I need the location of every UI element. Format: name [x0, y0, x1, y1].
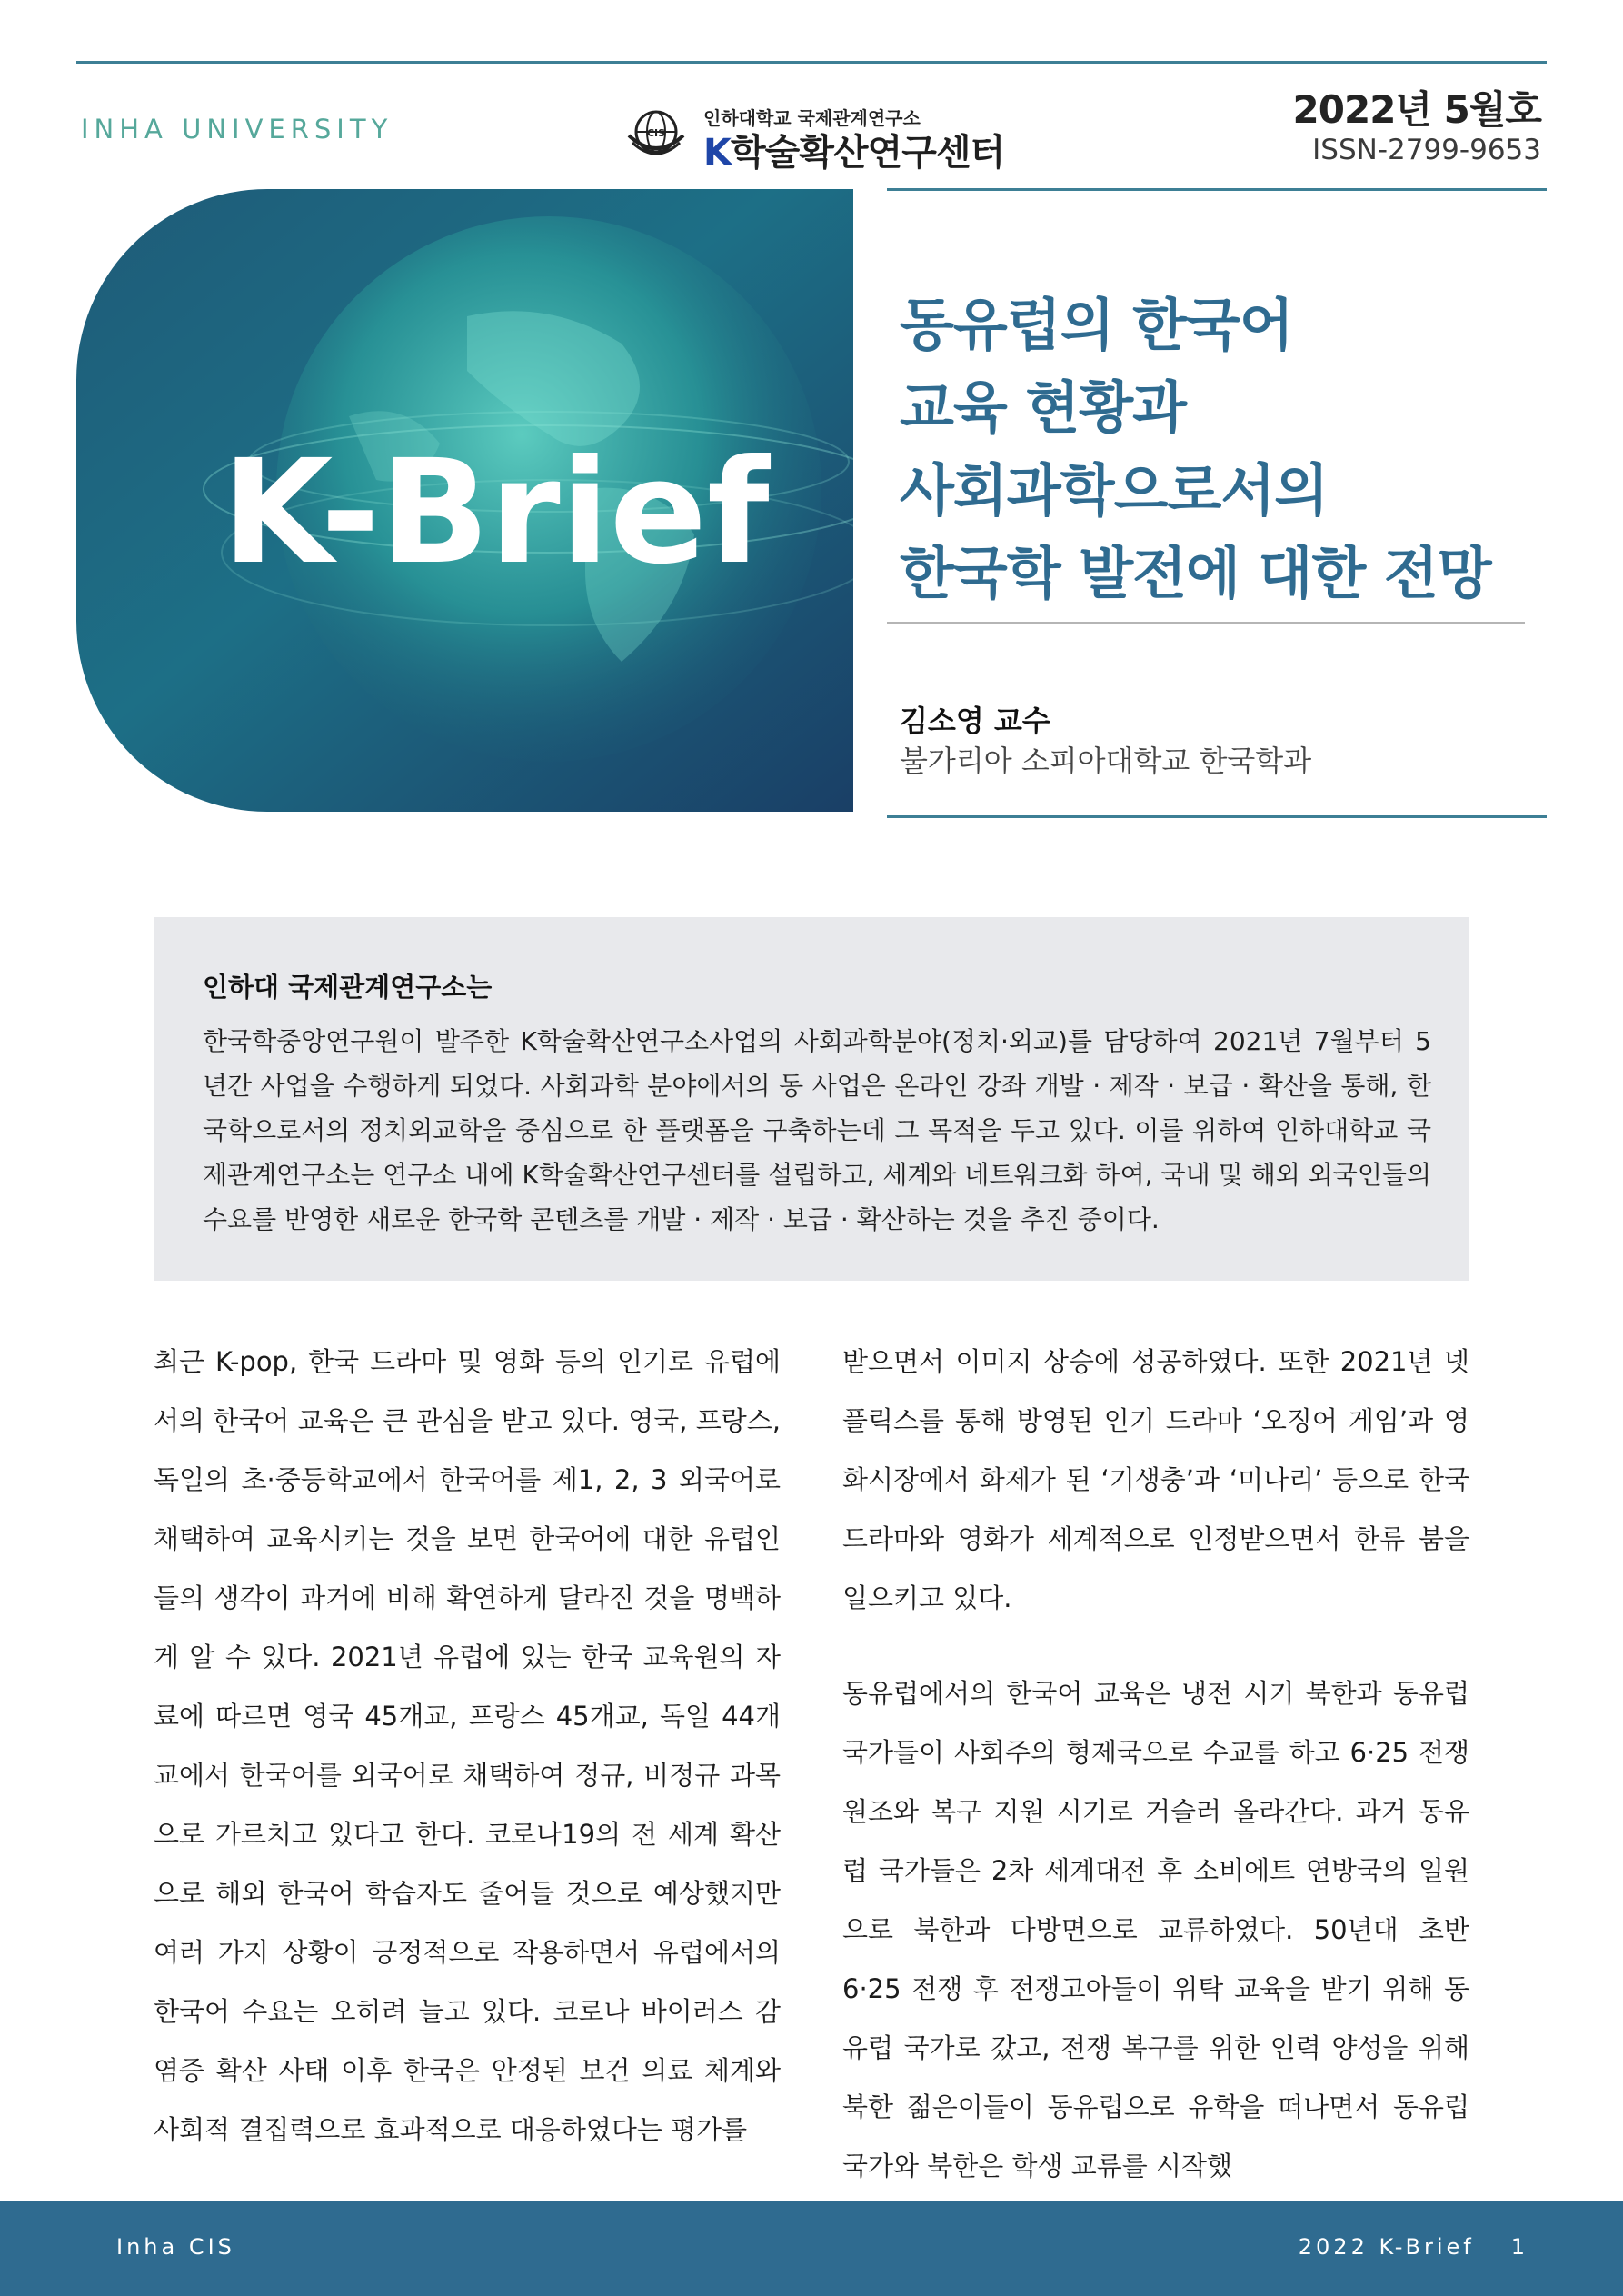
- globe-emblem-icon: [623, 105, 689, 163]
- title-line-4: 한국학 발전에 대한 전망: [900, 540, 1491, 606]
- body-column-left: [154, 1333, 781, 2160]
- body-paragraph-1: 최근 K-pop, 한국 드라마 및 영화 등의 인기로 유럽에서의 한국어 교육은 큰 관심을 받고 있다. 영국, 프랑스, 독일의 초·중등학교에서 한국어를 제1, 2, 3 외국어로 채택하여 교육시키는 것을 보면 한국어에 대한 유럽인들의 생각이 과거에 비해 확연하게 달라진 것을 명백하게 알 수 있다. 2021년 유럽에 있는 한국 교육원의 자료에 따르면 영국 45개교, 프랑스 45개교, 독일 44개교에서 한국어를 외국어로 채택하여 정규, 비정규 과목으로 가르치고 있다고 한다. 코로나19의 전 세계 확산으로 해외 한국어 학습자도 줄어들 것으로 예상했지만 여러 가지 상황이 긍정적으로 작용하면서 유럽에서의 한국어 수요는 오히려 늘고 있다. 코로나 바이러스 감염증 확산 사태 이후 한국은 안정된 보건 의료 체계와 사회적 결집력으로 효과적으로 대응하였다는 평가를: [154, 1346, 781, 2145]
- logo-title: [703, 124, 1004, 175]
- footer-left-label: Inha CIS: [116, 2234, 235, 2260]
- paragraph-gap: [842, 1628, 1469, 1664]
- title-top-rule: [887, 188, 1547, 191]
- info-box-body: 한국학중앙연구원이 발주한 K학술확산연구소사업의 사회과학분야(정치·외교)를 담당하여 2021년 7월부터 5년간 사업을 수행하게 되었다. 사회과학 분야에서의 동 사업은 온라인 강좌 개발 · 제작 · 보급 · 확산을 통해, 한국학으로서의 정치외교학을 중심으로 한 플랫폼을 구축하는데 그 목적을 두고 있다. 이를 위하여 인하대학교 국제관계연구소는 연구소 내에 K학술확산연구센터를 설립하고, 세계와 네트워크화 하여, 국내 및 해외 외국인들의 수요를 반영한 새로운 한국학 콘텐츠를 개발 · 제작 · 보급 · 확산하는 것을 추진 중이다.: [203, 1026, 1431, 1234]
- author-affiliation: 불가리아 소피아대학교 한국학과: [900, 744, 1312, 778]
- issn-number: ISSN-2799-9653: [1312, 134, 1541, 166]
- author-name: 김소영 교수: [900, 704, 1050, 738]
- logo-subtitle: 인하대학교 국제관계연구소: [703, 107, 921, 129]
- body-paragraph-2: 받으면서 이미지 상승에 성공하였다. 또한 2021년 넷플릭스를 통해 방영된 인기 드라마 ‘오징어 게임’과 영화시장에서 화제가 된 ‘기생충’과 ‘미나리’ 등으로 한국 드라마와 영화가 세계적으로 인정받으면서 한류 붐을 일으키고 있다.: [842, 1346, 1469, 1613]
- article-title: [900, 284, 1491, 614]
- hero-globe-image: [76, 189, 853, 812]
- title-divider: [887, 622, 1525, 624]
- footer-right-label: [1299, 2234, 1528, 2260]
- title-bottom-rule: [887, 815, 1547, 818]
- title-line-1: 동유럽의 한국어: [900, 292, 1293, 358]
- body-column-right: [842, 1333, 1469, 2196]
- hero-brand-text: K-Brief: [222, 429, 770, 596]
- page-footer: [0, 2201, 1623, 2296]
- institute-info-box: [154, 917, 1469, 1281]
- svg-text:CIS: CIS: [646, 127, 666, 139]
- institute-logo: [623, 100, 1005, 174]
- top-rule: [76, 61, 1547, 64]
- title-line-2: 교육 현황과: [900, 374, 1187, 441]
- issue-date: 2022년 5월호: [1292, 87, 1541, 132]
- body-paragraph-3: 동유럽에서의 한국어 교육은 냉전 시기 북한과 동유럽 국가들이 사회주의 형제국으로 수교를 하고 6·25 전쟁 원조와 복구 지원 시기로 거슬러 올라간다. 과거 동유럽 국가들은 2차 세계대전 후 소비에트 연방국의 일원으로 북한과 다방면으로 교류하였다. 50년대 초반 6·25 전쟁 후 전쟁고아들이 위탁 교육을 받기 위해 동유럽 국가로 갔고, 전쟁 복구를 위한 인력 양성을 위해 북한 젊은이들이 동유럽으로 유학을 떠나면서 동유럽 국가와 북한은 학생 교류를 시작했: [842, 1678, 1469, 2181]
- title-line-3: 사회과학으로서의: [900, 457, 1329, 524]
- page-number: 1: [1510, 2234, 1528, 2260]
- university-name: INHA UNIVERSITY: [81, 114, 393, 145]
- logo-k-letter: K: [703, 132, 731, 174]
- info-box-heading: 인하대 국제관계연구소는: [203, 972, 493, 1003]
- logo-title-text: 학술확산연구센터: [731, 132, 1005, 174]
- footer-publication: 2022 K-Brief: [1298, 2234, 1475, 2260]
